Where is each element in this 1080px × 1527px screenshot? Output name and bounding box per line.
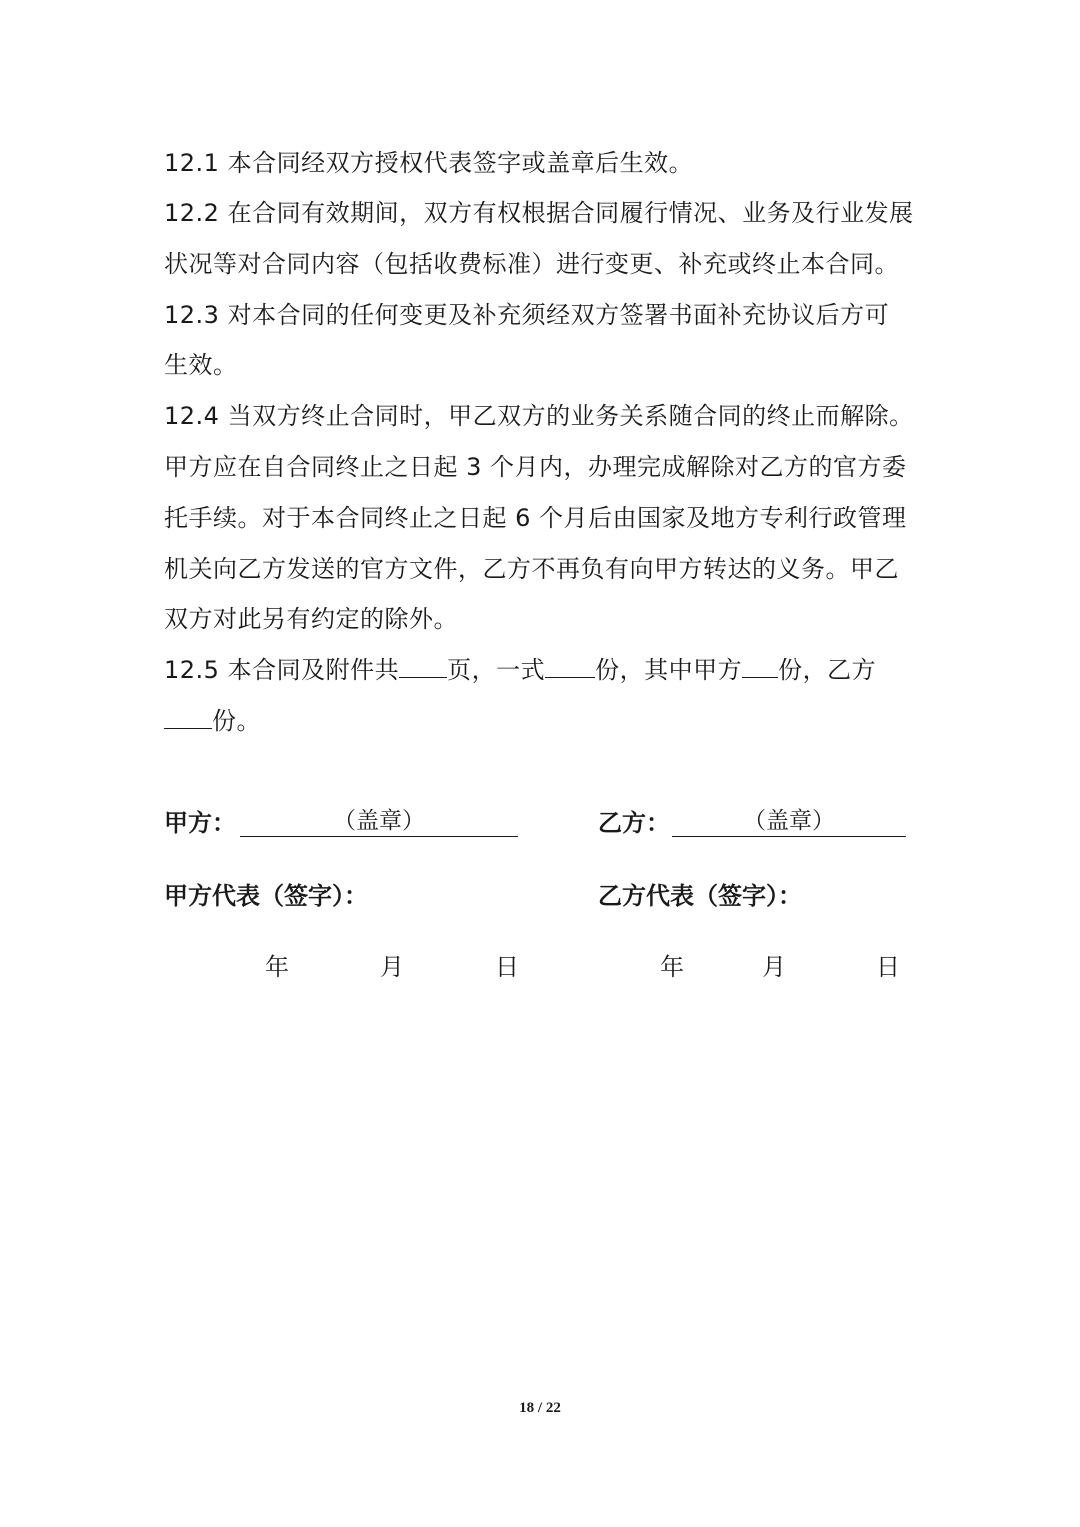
clause-12-5-line-1 [164,655,924,685]
clause-12-4-line-1: 12.4 当双方终止合同时，甲乙双方的业务关系随合同的终止而解除。 [164,402,914,430]
clause-12-3-line-1: 12.3 对本合同的任何变更及补充须经双方签署书面补充协议后方可 [164,301,890,329]
party-b-date-month: 月 [762,953,786,981]
party-b-label: 乙方： [598,808,670,837]
party-b-seal-text: （盖章） [743,808,835,834]
party-a-representative-label: 甲方代表（签字）： [164,881,368,910]
party-a-copies-unit: 份，乙方 [778,656,877,684]
party-a-seal-field[interactable] [240,806,518,837]
party-b-representative-label: 乙方代表（签字）： [598,881,802,910]
clause-12-2-line-1: 12.2 在合同有效期间，双方有权根据合同履行情况、业务及行业发展 [164,199,914,227]
clause-12-4-line-4: 机关向乙方发送的官方文件，乙方不再负有向甲方转达的义务。甲乙 [164,555,899,583]
party-a-label: 甲方： [164,808,236,837]
clause-12-3-line-2: 生效。 [164,351,238,379]
pages-count-blank[interactable] [399,655,447,678]
page-number: 18 / 22 [519,1400,561,1416]
party-b-copies-unit: 份。 [212,707,261,735]
party-a-date-day: 日 [495,953,519,981]
clause-12-4-line-3: 托手续。对于本合同终止之日起 6 个月后由国家及地方专利行政管理 [164,504,907,532]
copies-count-blank[interactable] [545,655,595,678]
clause-12-5-line-2 [164,706,924,736]
copies-unit: 份，其中甲方 [595,656,743,684]
party-a-seal-text: （盖章） [333,808,425,834]
party-a-date-year: 年 [265,953,289,981]
clause-12-5-prefix: 12.5 本合同及附件共 [164,656,400,684]
party-b-copies-blank[interactable] [164,706,212,729]
clause-12-4-line-2: 甲方应在自合同终止之日起 3 个月内，办理完成解除对乙方的官方委 [164,453,907,481]
clause-12-1: 12.1 本合同经双方授权代表签字或盖章后生效。 [164,149,694,177]
pages-unit: 页，一式 [447,656,546,684]
party-b-seal-field[interactable] [672,806,906,837]
party-a-date-month: 月 [380,953,404,981]
party-b-date-day: 日 [876,953,900,981]
party-b-date-year: 年 [660,953,684,981]
party-a-copies-blank[interactable] [742,655,778,678]
clause-12-4-line-5: 双方对此另有约定的除外。 [164,605,458,633]
clause-12-2-line-2: 状况等对合同内容（包括收费标准）进行变更、补充或终止本合同。 [164,250,899,278]
